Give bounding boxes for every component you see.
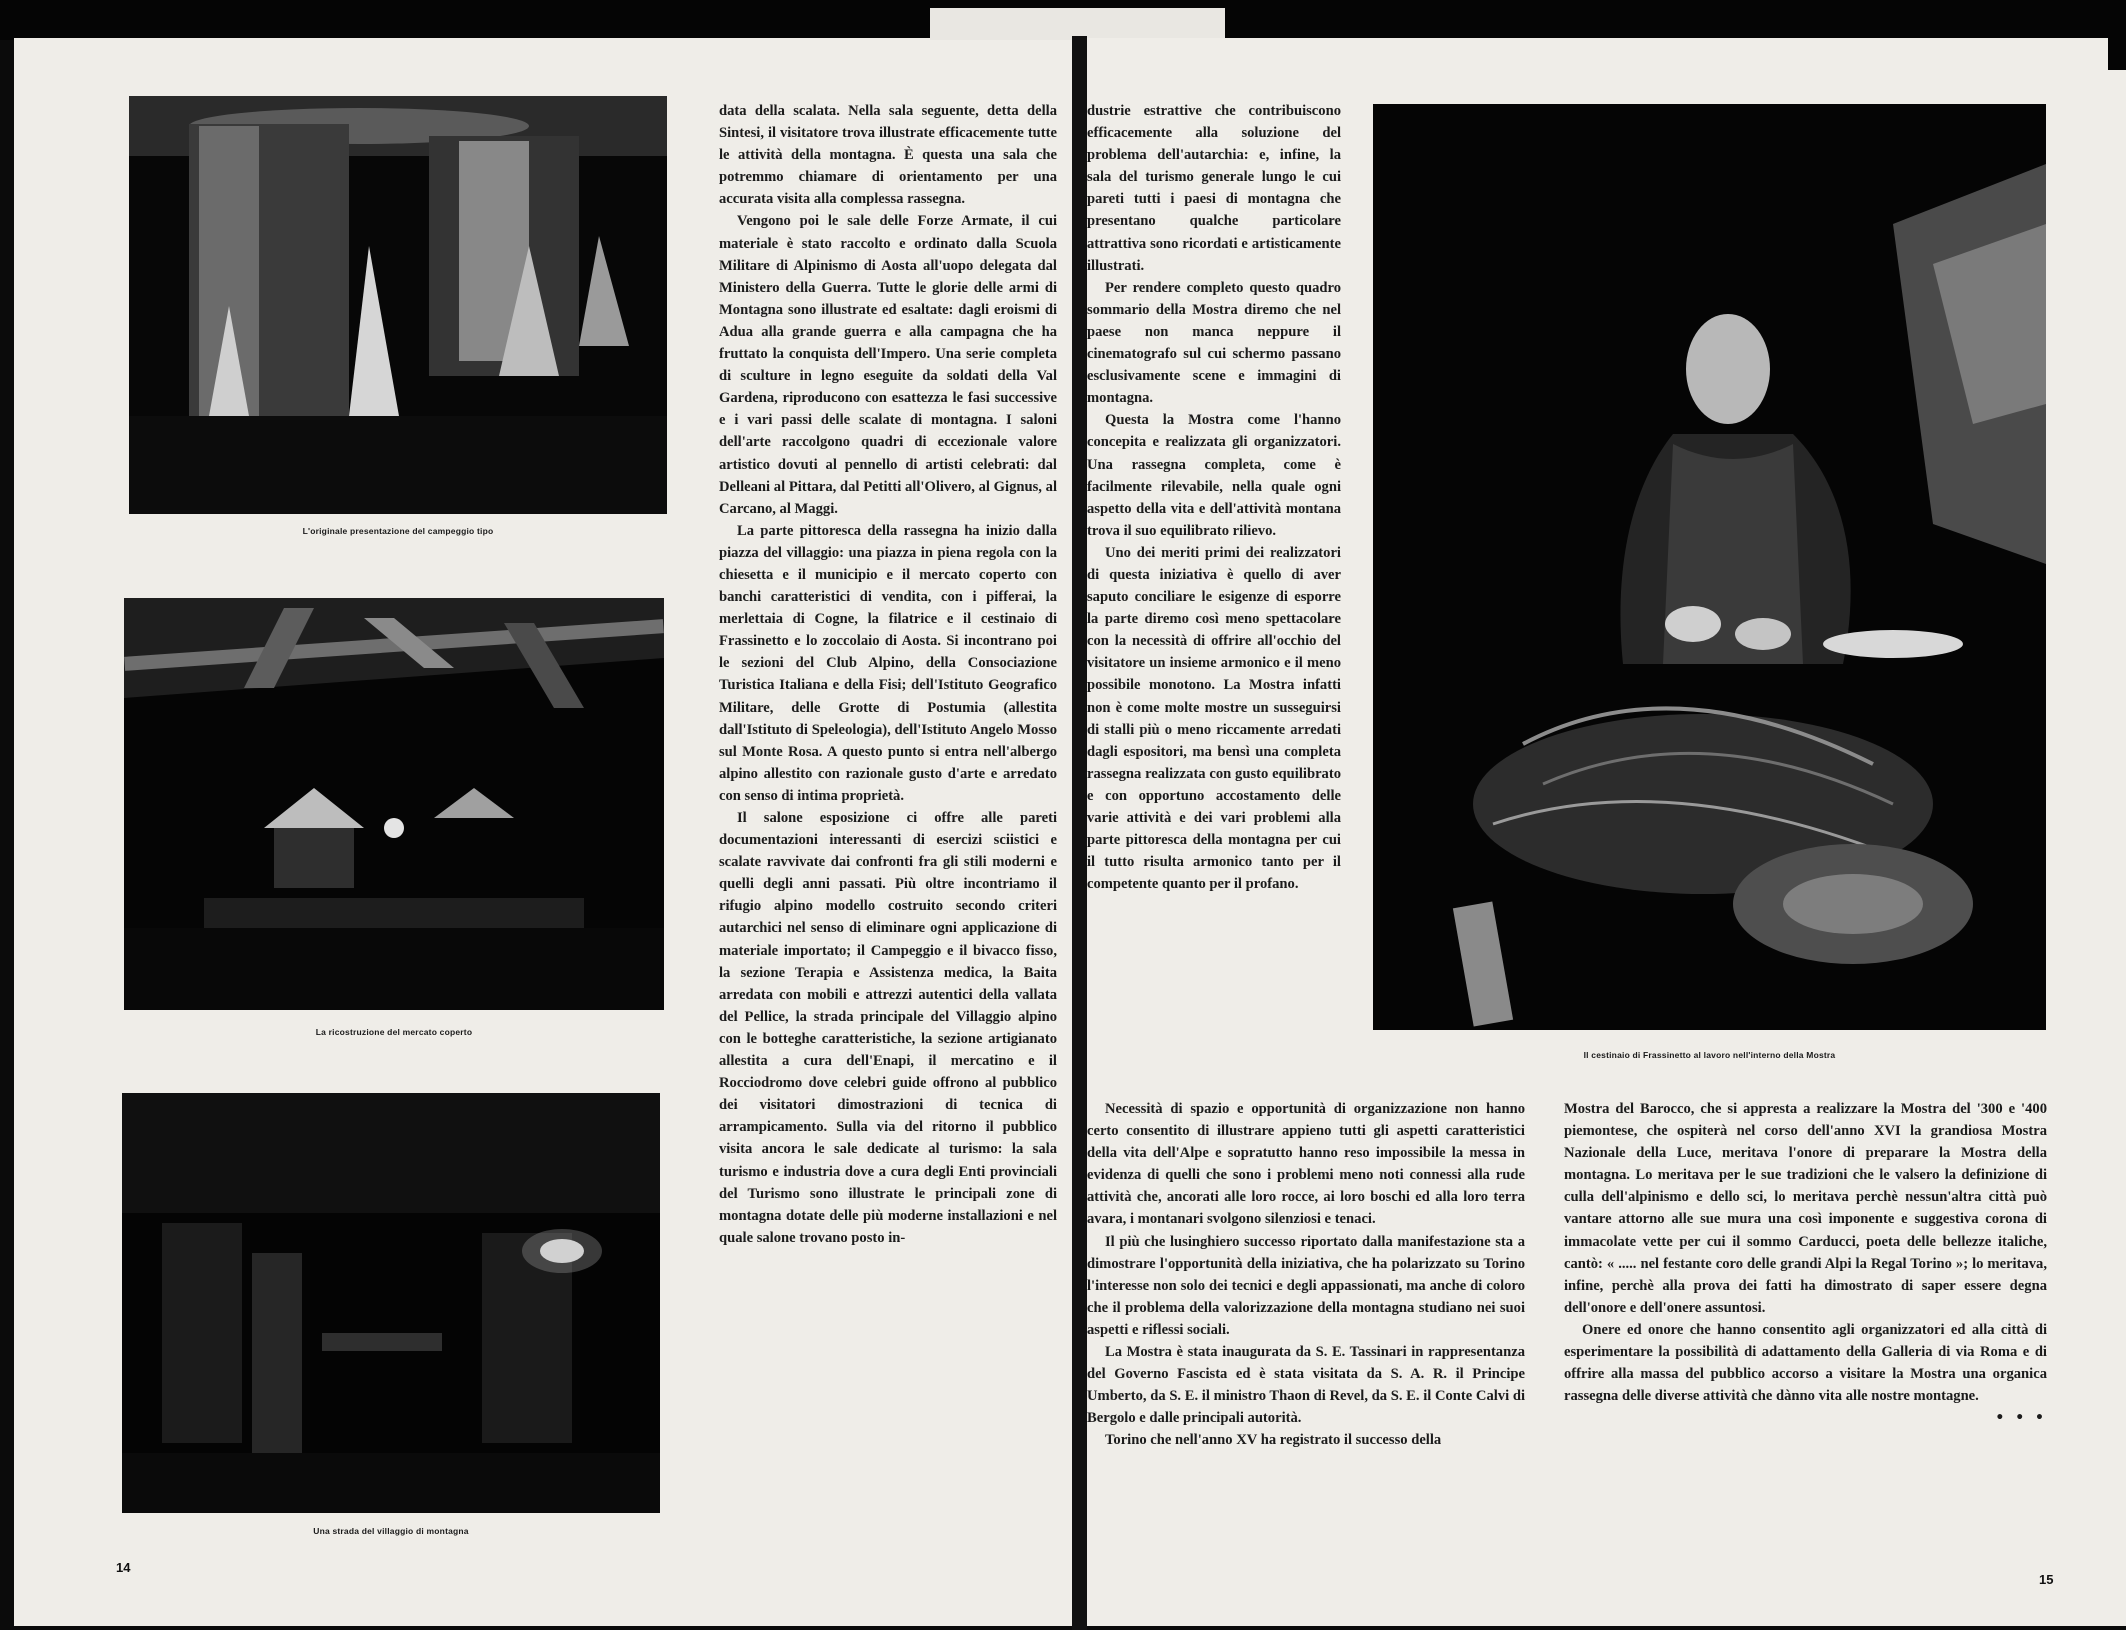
right-upper-text-column bbox=[1087, 100, 1341, 1130]
left-paragraph: data della scalata. Nella sala seguente, detta della Sintesi, il visitatore trova illustrate efficacemente tutte le attività della montagna. È questa una sala che potremmo chiamare di orientamento per una accurata visita alla complessa rassegna. bbox=[719, 103, 1057, 208]
right-page bbox=[1087, 38, 2126, 1626]
left-page bbox=[14, 38, 1072, 1626]
caption-cestinaio: Il cestinaio di Frassinetto al lavoro nell'interno della Mostra bbox=[1583, 1050, 1836, 1060]
left-paragraph: Il salone esposizione ci offre alle pareti documentazioni interessanti di esercizi sciistici e scalate ravvivate dai confronti fra gli stili moderni e quelli degli anni passati. Più oltre incontriamo il rifugio alpino modello costruito secondo criteri autarchici nel senso di eliminare ogni applicazione di materiale importato; il Campeggio e il bivacco fisso, la sezione Terapia e Assistenza medica, la Baita arredata con mobili e attrezzi autentici della vallata del Pellice, la strada principale del Villaggio alpino con le botteghe caratteristiche, la sezione artigianato allestita a cura dell'Enapi, il mercatino e il Rocciodromo dove celebri guide offrono al pubblico dei visitatori dimostrazioni di tecnica di arrampicamento. Sulla via del ritorno il pubblico visita ancora le sale dedicate al turismo: la sala turismo e industria dove a cura degli Enti provinciali del Turismo sono illustrate le principali zone di montagna dotate delle più moderne installazioni e nel quale salone trovano posto in- bbox=[719, 810, 1057, 1246]
photo-villaggio-image bbox=[122, 1093, 660, 1513]
right-paragraph: Necessità di spazio e opportunità di organizzazione non hanno certo consentito di illustrare appieno tutti gli aspetti caratteristici della vita dell'Alpe e sopratutto hanno reso impossibile la messa in evidenza di quelli che sono i problemi meno noti connessi alla rude attività che, ancorati alle loro rocce, ai loro boschi ed alla loro terra avara, i montanari svolgono silenziosi e tenaci. bbox=[1087, 1101, 1525, 1228]
photo-campeggio bbox=[129, 96, 667, 514]
right-paragraph bbox=[1564, 1319, 2047, 1427]
page-number-left: 14 bbox=[116, 1560, 131, 1575]
end-mark: • • • bbox=[1995, 1410, 2047, 1427]
photo-villaggio bbox=[122, 1093, 660, 1513]
caption-mercato: La ricostruzione del mercato coperto bbox=[315, 1027, 473, 1037]
page-number-right: 15 bbox=[2039, 1572, 2054, 1587]
left-text-column bbox=[719, 100, 1057, 1620]
right-paragraph: La Mostra è stata inaugurata da S. E. Tassinari in rappresentanza del Governo Fascista ed è stata visitata da S. A. R. il Principe Umberto, da S. E. il ministro Thaon di Revel, da S. E. il Conte Calvi di Bergolo e dalle principali autorità. bbox=[1087, 1344, 1525, 1427]
right-paragraph: dustrie estrattive che contribuiscono efficacemente alla soluzione del problema dell'autarchia: e, infine, la sala del turismo generale lungo le cui pareti tutti i paesi di montagna che presentano qualche particolare attrattiva sono ricordati e artisticamente illustrati. bbox=[1087, 103, 1341, 274]
caption-villaggio: Una strada del villaggio di montagna bbox=[313, 1526, 469, 1536]
caption-campeggio: L'originale presentazione del campeggio tipo bbox=[302, 526, 494, 536]
photo-mercato-image bbox=[124, 598, 664, 1010]
left-paragraph: Vengono poi le sale delle Forze Armate, il cui materiale è stato raccolto e ordinato dalla Scuola Militare di Alpinismo di Aosta all'uopo delegata dal Ministero della Guerra. Tutte le glorie delle armi di Montagna sono illustrate ed esaltate: dagli eroismi di Adua alla grande guerra e alla campagna che ha fruttato la conquista dell'Impero. Una serie completa di sculture in legno eseguite da soldati della Val Gardena, riproducono con esattezza le fasi successive e i vari passi delle scalate di montagna. I saloni dell'arte raccolgono quadri di eccezionale valore artistico dovuti al pennello di artisti celebrati: dal Delleani al Pittara, dal Petitti all'Olivero, al Gignus, al Carcano, al Maggi. bbox=[719, 213, 1057, 517]
page-gutter bbox=[1072, 36, 1087, 1630]
scan-corner bbox=[2108, 0, 2126, 70]
right-paragraph: Il più che lusinghiero successo riportato dalla manifestazione sta a dimostrare l'opportunità della iniziativa, che ha polarizzato su Torino l'interesse non solo dei tecnici e degli appassionati, ma anche di coloro che il problema della valorizzazione della montagna studiano nei suoi aspetti e riflessi sociali. bbox=[1087, 1233, 1525, 1338]
right-lower-right-column bbox=[1564, 1098, 2047, 1598]
right-paragraph: Uno dei meriti primi dei realizzatori di questa iniziativa è quello di aver saputo conciliare le esigenze di esporre la parte diremo così meno spettacolare con la necessità di offrire all'occhio del visitatore un insieme armonico e il meno possibile monotono. La Mostra infatti non è come molte mostre un susseguirsi di stalli più o meno riccamente arredati dagli espositori, ma bensì una completa rassegna realizzata con gusto equilibrato e con opportuno accostamento delle varie attività e dei vari problemi alla parte pittoresca della montagna per cui il tutto risulta armonico tanto per il competente quanto per il profano. bbox=[1087, 544, 1341, 893]
photo-mercato bbox=[124, 598, 664, 1010]
right-lower-left-column bbox=[1087, 1098, 1525, 1598]
right-paragraph: Mostra del Barocco, che si appresta a realizzare la Mostra del '300 e '400 piemontese, che ospiterà nel corso dell'anno XVI la grandiosa Mostra Nazionale della Luce, meritava l'onore di preparare la Mostra della montagna. Lo meritava per le sue tradizioni che le valsero la definizione di culla dell'alpinismo e dello sci, lo meritava perchè nessun'altra città può vantare attorno alle sue mura una così imponente e suggestiva corona di immacolate vette per cui il sommo Carducci, poeta delle bellezze italiche, cantò: « ..... nel festante coro delle grandi Alpi la Regal Torino »; lo meritava, infine, perchè alla prova dei fatti ha dimostrato di saper essere degna dell'onore e dell'onere assuntosi. bbox=[1564, 1101, 2047, 1316]
right-paragraph-text: Onere ed onore che hanno consentito agli organizzatori ed alla città di esperimentare la possibilità di adattamento della Galleria di via Roma e di offrire alla massa del pubblico accorso a visitare la Mostra una organica rassegna delle diverse attività che dànno vita alle nostre montagne. bbox=[1564, 1321, 2047, 1405]
right-paragraph: Questa la Mostra come l'hanno concepita e realizzata gli organizzatori. Una rassegna completa, come è facilmente rilevabile, nella quale ogni aspetto della vita e dell'attività montana trova il suo equilibrato rilievo. bbox=[1087, 412, 1341, 539]
right-paragraph: Per rendere completo questo quadro sommario della Mostra diremo che nel paese non manca neppure il cinematografo sul cui schermo passano esclusivamente scene e immagini di montagna. bbox=[1087, 279, 1341, 407]
left-paragraph: La parte pittoresca della rassegna ha inizio dalla piazza del villaggio: una piazza in piena regola con la chiesetta e il municipio e il mercato coperto con banchi caratteristici di vendita, con i pifferai, la merlettaia di Cogne, la filatrice e il cestinaio di Frassinetto e lo zoccolaio di Aosta. Si incontrano poi le sezioni del Club Alpino, della Consociazione Turistica Italiana e della Fisi; dell'Istituto Geografico Militare, delle Grotte di Postumia (allestita dall'Istituto di Speleologia), dell'Istituto Angelo Mosso sul Monte Rosa. A questo punto si entra nell'albergo alpino allestito con razionale gusto d'arte e arredato con senso di intima proprietà. bbox=[719, 522, 1057, 804]
photo-cestinaio bbox=[1373, 104, 2046, 1030]
photo-cestinaio-image bbox=[1373, 104, 2046, 1030]
right-paragraph: Torino che nell'anno XV ha registrato il successo della bbox=[1105, 1432, 1442, 1449]
photo-campeggio-image bbox=[129, 96, 667, 514]
